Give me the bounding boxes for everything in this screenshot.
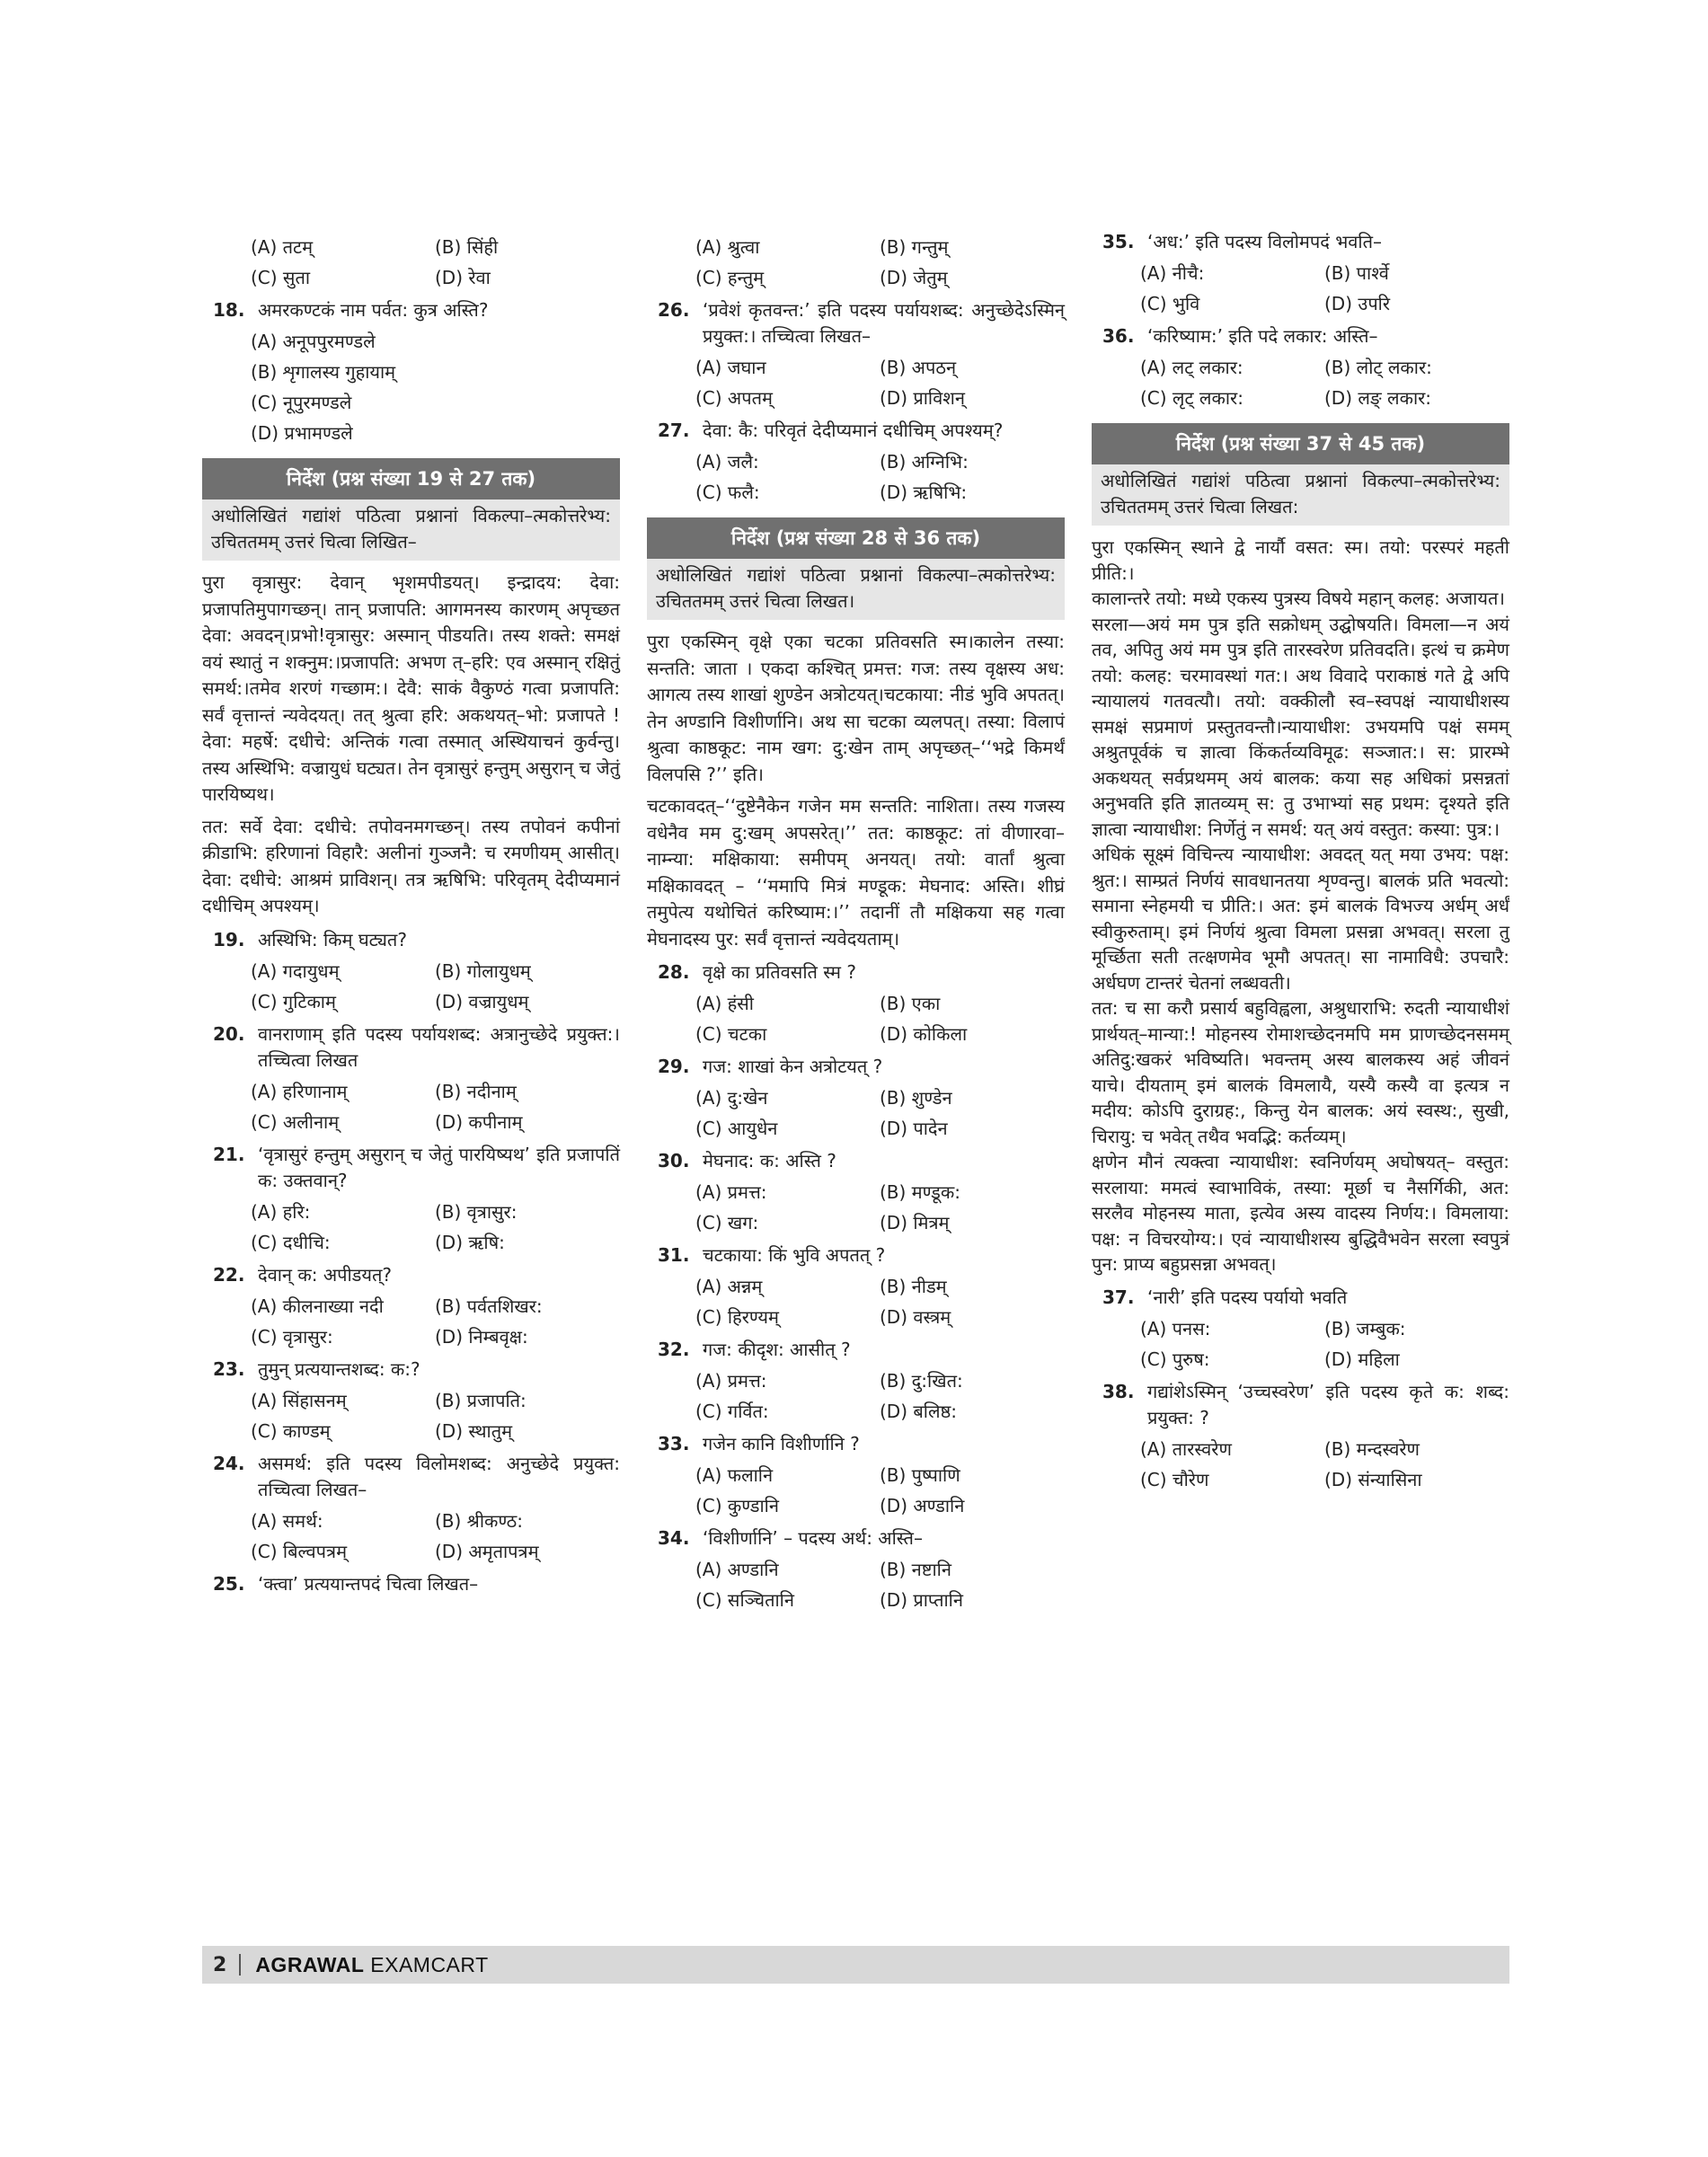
- question-text: ‘करिष्याम:’ इति पदे लकार: अस्ति–: [1147, 325, 1378, 347]
- option: (A) श्रुत्वा: [695, 236, 760, 258]
- question-text: देवान् क: अपीडयत्?: [258, 1263, 392, 1286]
- options: [695, 1274, 1065, 1299]
- option: (C) आयुधेन: [695, 1118, 778, 1139]
- brand-logo: [255, 1953, 488, 1977]
- options: [1140, 355, 1509, 380]
- option: (D) अण्डानि: [880, 1495, 965, 1516]
- question-number: 20.: [213, 1022, 245, 1045]
- option: (C) पुरुष:: [1140, 1348, 1210, 1370]
- options: [695, 1304, 1065, 1330]
- option: (A) प्रमत्त:: [695, 1370, 767, 1392]
- option: (D) प्रभामण्डले: [251, 422, 353, 444]
- question-text: अस्थिभि: किम् घट्यत?: [258, 928, 407, 950]
- option: (C) दधीचि:: [251, 1231, 331, 1253]
- option: (A) दु:खेन: [695, 1087, 768, 1109]
- option: (C) हिरण्यम्: [695, 1306, 779, 1328]
- question-text: ‘अध:’ इति पदस्य विलोमपदं भवति–: [1147, 231, 1382, 252]
- options: [251, 1508, 620, 1534]
- option: (B) अपठन्: [880, 357, 957, 378]
- direction-heading: निर्देश (प्रश्न संख्या 28 से 36 तक): [647, 517, 1065, 559]
- option: (B) शुण्डेन: [880, 1087, 952, 1109]
- option: (A) तारस्वरेण: [1140, 1437, 1232, 1460]
- option: (A) फलानि: [695, 1464, 774, 1486]
- option: (C) चौरेण: [1140, 1468, 1209, 1490]
- column-2: [647, 229, 1065, 1618]
- option: (C) हन्तुम्: [695, 267, 765, 288]
- question-text: ‘विशीर्णानि’ – पदस्य अर्थ: अस्ति–: [703, 1527, 923, 1549]
- option: (C) वृत्रासुर:: [251, 1325, 333, 1348]
- options: [251, 1388, 620, 1413]
- question-list: [202, 927, 620, 1597]
- option: (D) रेवा: [435, 267, 491, 288]
- passage-paragraph: पुरा वृत्रासुर: देवान् भृशमपीडयत्। इन्द्रादय: देवा: प्रजापतिमुपागच्छन्। तान् प्रजापति: आगमनस्य कारणम् अपृच्छत देवा: अवदन्।प्रभो!वृत्रासुर: अस्मान् पीडयति। तस्य शक्ते: समक्षं वयं स्थातुं न शक्नुम:।प्रजापति: अभण त्–हरि: एव अस्मान् रक्षितुं समर्थ:।तमेव शरणं गच्छाम:। देवै: साकं वैकुण्ठं गत्वा प्रजापति: सर्वं वृत्तान्तं न्यवेदयत्। तत् श्रुत्वा हरि: अकथयत्–भो: प्रजापते ! देवा: महर्षे: दधीचे: अन्तिकं गत्वा तस्मात् अस्थियाचनं कुर्वन्तु। तस्य अस्थिभि: वज्रायुधं घट्यत। तेन वृत्रासुरं हन्तुम् असुरान् च जेतुं पारयिष्यथ।: [202, 571, 620, 805]
- question-text: ‘नारी’ इति पदस्य पर्यायो भवति: [1147, 1286, 1348, 1308]
- option: (A) जलै:: [695, 451, 759, 473]
- option: (C) नूपुरमण्डले: [251, 392, 352, 413]
- direction-heading: निर्देश (प्रश्न संख्या 19 से 27 तक): [202, 458, 620, 499]
- passage-paragraph: सरला—अयं मम पुत्र इति सक्रोधम् उद्घोषयति। विमला—न अयं तव, अपितु अयं मम पुत्र इति तारस्वरेण प्रतिवदति। इत्थं च क्रमेण तयो: कलह: चरमावस्थां गत:। अथ विवादे पराकाष्ठं गते द्वे अपि न्यायालयं गतवत्यौ। तयो: वक्कीलौ स्व–स्वपक्षं न्यायाधीशस्य समक्षं सप्रमाणं प्रस्तुतवन्तौ।न्यायाधीश: उभयमपि पक्षं समम् अश्रुतपूर्वकं च ज्ञात्वा किंकर्तव्यविमूढ: सञ्जात:। स: प्रारम्भे अकथयत् सर्वप्रथमम् अयं बालक: कया सह अधिकां प्रसन्नतां अनुभवति इति ज्ञातव्यम् स: तु उभाभ्यां सह प्रथम: दृश्यते इति ज्ञात्वा न्यायाधीश: निर्णेतुं न समर्थ: यत् अयं वस्तुत: कस्या: पुत्र:।: [1092, 613, 1509, 840]
- options: [695, 1557, 1065, 1582]
- question-text: मेघनाद: क: अस्ति ?: [703, 1150, 836, 1171]
- options: [251, 989, 620, 1014]
- question-number: 28.: [658, 961, 690, 983]
- options: [251, 1230, 620, 1255]
- options: [695, 1116, 1065, 1141]
- question-number: 36.: [1102, 325, 1135, 347]
- question-number: 21.: [213, 1143, 245, 1165]
- option: (A) पनस:: [1140, 1317, 1211, 1339]
- options: [251, 959, 620, 984]
- option: (B) गन्तुम्: [880, 236, 949, 258]
- options: [695, 1180, 1065, 1205]
- option: (D) स्थातुम्: [435, 1419, 513, 1442]
- option: (B) श्रीकण्ठ:: [435, 1509, 524, 1532]
- options: [1140, 1437, 1509, 1462]
- question-number: 35.: [1102, 231, 1135, 252]
- option: (B) एका: [880, 993, 941, 1014]
- question-38: [1092, 1379, 1509, 1431]
- option: (C) कुण्डानि: [695, 1495, 779, 1516]
- options: [1140, 261, 1509, 286]
- option: (B) पर्वतशिखर:: [435, 1295, 543, 1317]
- question-number: 38.: [1102, 1380, 1135, 1402]
- option: (C) लृट् लकार:: [1140, 387, 1243, 409]
- question-23: [202, 1357, 620, 1383]
- question-text: चटकाया: किं भुवि अपतत् ?: [703, 1244, 886, 1266]
- question-number: 24.: [213, 1452, 245, 1474]
- page-footer: [202, 1946, 1509, 1984]
- question-text: वानराणाम् इति पदस्य पर्यायशब्द: अत्रानुच्छेदे प्रयुक्त:।तच्चित्वा लिखत: [258, 1022, 620, 1071]
- option: (A) अनूपपुरमण्डले: [251, 331, 376, 352]
- option: (A) कीलनाख्या नदी: [251, 1295, 384, 1317]
- passage: [202, 570, 620, 920]
- brand-name-part: AGRAWAL: [255, 1952, 365, 1976]
- question-number: 29.: [658, 1056, 690, 1077]
- option: (B) गोलायुधम्: [435, 959, 531, 982]
- question-text: ‘वृत्रासुरं हन्तुम् असुरान् च जेतुं पारयिष्यथ’ इति प्रजापतिं क: उक्तवान्?: [258, 1143, 620, 1191]
- question-31: [647, 1242, 1065, 1269]
- option: (B) अग्निभि:: [880, 451, 969, 473]
- option: (D) संन्यासिना: [1324, 1468, 1422, 1490]
- options: [251, 1109, 620, 1135]
- option: (B) दु:खित:: [880, 1370, 963, 1392]
- question-text: गज: कीदृश: आसीत् ?: [703, 1339, 851, 1360]
- option: (D) ऋषि:: [435, 1231, 505, 1253]
- option: (A) अण्डानि: [695, 1559, 779, 1580]
- option: (B) सिंही: [435, 236, 499, 258]
- options: [251, 1539, 620, 1564]
- passage-paragraph: पुरा एकस्मिन् स्थाने द्वे नार्यौ वसत: स्म। तयो: परस्परं महती प्रीति:।: [1092, 536, 1509, 584]
- option: (D) बलिष्ठ:: [880, 1401, 958, 1422]
- question-text: गद्यांशेऽस्मिन् ‘उच्चस्वरेण’ इति पदस्य कृते क: शब्द: प्रयुक्त: ?: [1147, 1380, 1509, 1428]
- passage: [647, 629, 1065, 952]
- question-number: 37.: [1102, 1286, 1135, 1308]
- question-29: [647, 1054, 1065, 1080]
- direction-text: अधोलिखितं गद्यांशं पठित्वा प्रश्नानां विकल्पा–त्मकोत्तरेभ्य: उचिततमम् उत्तरं चित्वा लिखत।: [647, 559, 1065, 620]
- option: (A) अन्नम्: [695, 1276, 763, 1297]
- options: [695, 480, 1065, 505]
- column-3: [1092, 229, 1509, 1498]
- option: (C) खग:: [695, 1212, 759, 1233]
- question-number: 27.: [658, 420, 690, 441]
- passage-paragraph: पुरा एकस्मिन् वृक्षे एका चटका प्रतिवसति स्म।कालेन तस्या: सन्तति: जाता । एकदा कश्चित् प्रमत्त: गज: तस्य वृक्षस्य अध: आगत्य तस्य शाखां शुण्डेन अत्रोटयत्।चटकाया: नीडं भुवि अपतत्। तेन अण्डानि विशीर्णानि। अथ सा चटका व्यलपत्। तस्या: विलापं श्रुत्वा काष्ठकूट: नाम खग: दु:खेन ताम् अपृच्छत्–‘‘भद्रे किमर्थं विलपसि ?’’ इति।: [647, 631, 1065, 785]
- option: (A) लट् लकार:: [1140, 357, 1243, 378]
- question-32: [647, 1337, 1065, 1363]
- option: (A) हरिणानाम्: [251, 1080, 348, 1102]
- option: (C) भुवि: [1140, 293, 1200, 314]
- option: (A) प्रमत्त:: [695, 1181, 767, 1203]
- option: (B) जम्बुक:: [1324, 1317, 1406, 1339]
- question-number: 33.: [658, 1433, 690, 1454]
- question-text: असमर्थ: इति पदस्य विलोमशब्द: अनुच्छेदे प्रयुक्त: तच्चित्वा लिखत–: [258, 1452, 620, 1500]
- question-27: [647, 418, 1065, 444]
- passage-paragraph: तत: च सा करौ प्रसार्य बहुविह्वला, अश्रुधाराभि: रुदती न्यायाधीशं प्रार्थयत्–मान्या:! मोहनस्य रोमाशच्छेदनमपि मम प्राणच्छेदनसमम् अतिदु:खकरं भविष्यति। भवन्तम् अस्य बालकस्य अहं जीवनं याचे। दीयताम् इमं बालकं विमलायै, यस्यै कस्यै वा इत्यत्र न मदीय: कोऽपि दुराग्रह:, किन्तु येन बालक: अयं स्वस्थ:, सुखी, चिरायु: च भवेत् तथैव भवद्भि: कर्तव्यम्।: [1092, 997, 1509, 1147]
- options: [251, 1079, 620, 1104]
- options: [695, 1587, 1065, 1613]
- question-36: [1092, 323, 1509, 349]
- option: (B) पार्श्वे: [1324, 262, 1389, 284]
- question-22: [202, 1262, 620, 1288]
- question-number: 18.: [213, 299, 245, 321]
- direction-heading: निर्देश (प्रश्न संख्या 37 से 45 तक): [1092, 423, 1509, 464]
- option: (C) सुता: [251, 267, 311, 288]
- option: (B) नदीनाम्: [435, 1080, 517, 1102]
- question-number: 25.: [213, 1572, 245, 1595]
- page-number: 2: [213, 1953, 227, 1976]
- option: (C) बिल्वपत्रम्: [251, 1540, 348, 1562]
- brand-name-part: EXAMCART: [370, 1952, 489, 1976]
- option: (C) अलीनाम्: [251, 1110, 340, 1133]
- option: (D) निम्बवृक्ष:: [435, 1325, 528, 1348]
- option: (B) प्रजापति:: [435, 1389, 527, 1411]
- option: (B) लोट् लकार:: [1324, 357, 1432, 378]
- question-number: 19.: [213, 928, 245, 950]
- options: [695, 991, 1065, 1016]
- option: (C) गुटिकाम्: [251, 990, 336, 1012]
- option: (C) फलै:: [695, 482, 760, 503]
- question-35: [1092, 229, 1509, 255]
- direction-text: अधोलिखितं गद्यांशं पठित्वा प्रश्नानां विकल्पा–त्मकोत्तरेभ्य: उचिततमम् उत्तरं चित्वा लिखित–: [202, 499, 620, 561]
- options: [1140, 385, 1509, 411]
- column-1: [202, 229, 620, 1597]
- passage-paragraph: अधिकं सूक्ष्मं विचिन्त्य न्यायाधीश: अवदत् यत् मया उभय: पक्ष: श्रुत:। साम्प्रतं निर्णयं सावधानतया शृण्वन्तु। बालकं प्रति भवत्यो: समाना स्नेहमयी च प्रीति:। अत: इमं बालकं विभज्य अर्धम् अर्धं स्वीकुरुताम्। इमं निर्णयं श्रुत्वा विमला प्रसन्ना अभवत्। सरला तु मूर्च्छिता सती तत्क्षणमेव भूमौ अपतत्। सा नामाविधै: उपचारै: अर्धघण टान्तरं चेतनां लब्धवती।: [1092, 844, 1509, 994]
- option: (A) सिंहासनम्: [251, 1389, 347, 1411]
- option: (B) मन्दस्वरेण: [1324, 1437, 1420, 1460]
- option: (B) शृगालस्य गुहायाम्: [251, 361, 396, 383]
- options: [251, 1419, 620, 1444]
- option: (C) अपतम्: [695, 387, 773, 409]
- footer-divider: [239, 1954, 241, 1976]
- option: (D) उपरि: [1324, 293, 1391, 314]
- option: (D) प्राप्तानि: [880, 1589, 963, 1611]
- question-list: [647, 959, 1065, 1613]
- question-text: गजेन कानि विशीर्णानि ?: [703, 1433, 860, 1454]
- question-number: 32.: [658, 1339, 690, 1360]
- option: (D) पादेन: [880, 1118, 948, 1139]
- passage: [1092, 535, 1509, 1277]
- question-text: देवा: कै: परिवृतं देदीप्यमानं दधीचिम् अपश्यम्?: [703, 420, 1004, 441]
- option: (D) कोकिला: [880, 1023, 968, 1045]
- question-24: [202, 1451, 620, 1503]
- options: [695, 1368, 1065, 1393]
- passage-paragraph: तत: सर्वे देवा: दधीचे: तपोवनमगच्छन्। तस्य तपोवनं कपीनां क्रीडाभि: हरिणानां विहारै: अलीनां गुञ्जनै: च रमणीयम् आसीत्। देवा: दधीचे: आश्रमं प्राविशन्। तत्र ऋषिभि: परिवृतम् देदीप्यमानं दधीचिम् अपश्यम्।: [202, 815, 620, 916]
- options: [695, 1210, 1065, 1235]
- option: (D) वस्त्रम्: [880, 1306, 951, 1328]
- option: (A) नीचै:: [1140, 262, 1205, 284]
- options: [695, 355, 1065, 380]
- passage-paragraph: क्षणेन मौनं त्यक्त्वा न्यायाधीश: स्वनिर्णयम् अघोषयत्– वस्तुत: सरलाया: ममत्वं स्वाभाविकं, तस्या: मूर्छा च नैसर्गिकी, अत: सरलैव मोहनस्य माता, इत्येव अस्य वादस्य निर्णय:। विमलाया: पक्ष: न विचरयोग्य:। एवं न्यायाधीशस्य बुद्धिवैभवेन सरला स्वपुत्रं पुन: प्राप्य बहुप्रसन्ना अभवत्।: [1092, 1151, 1509, 1275]
- question-26: [647, 297, 1065, 349]
- passage-paragraph: चटकावदत्–‘‘दुष्टेनैकेन गजेन मम सन्तति: नाशिता। तस्य गजस्य वधेनैव मम दु:खम् अपसरेत्।’’ तत: काष्ठकूट: तां वीणारवा–नाम्न्या: मक्षिकाया: समीपम् अनयत्। तयो: वार्तां श्रुत्वा मक्षिकावदत् – ‘‘ममापि मित्रं मण्डूक: मेघनाद: अस्ति। शीघ्रं तमुपेत्य यथोचितं करिष्याम:।’’ तदानीं तौ मक्षिकया सह गत्वा मेघनादस्य पुर: सर्वं वृत्तान्तं न्यवेदयताम्।: [647, 795, 1065, 950]
- option: (D) वज्रायुधम्: [435, 990, 529, 1012]
- options: [695, 1085, 1065, 1110]
- question-21: [202, 1142, 620, 1194]
- option: (B) पुष्पाणि: [880, 1464, 960, 1486]
- question-text: अमरकण्टकं नाम पर्वत: कुत्र अस्ति?: [258, 299, 489, 321]
- option: (D) अमृतापत्रम्: [435, 1540, 539, 1562]
- option: (A) गदायुधम्: [251, 959, 340, 982]
- option: (A) तटम्: [251, 236, 314, 258]
- question-text: ‘प्रवेशं कृतवन्त:’ इति पदस्य पर्यायशब्द: अनुच्छेदेऽस्मिन् प्रयुक्त:। तच्चित्वा लिखत–: [703, 299, 1065, 347]
- passage-paragraph: कालान्तरे तयो: मध्ये एकस्य पुत्रस्य विषये महान् कलह: अजायत।: [1092, 588, 1505, 609]
- options-q25: [695, 234, 1065, 260]
- options-q17: [251, 265, 620, 290]
- options: [695, 449, 1065, 474]
- option: (D) ऋषिभि:: [880, 482, 968, 503]
- option: (B) नष्टानि: [880, 1559, 951, 1580]
- options-q25: [695, 265, 1065, 290]
- option: (D) जेतुम्: [880, 267, 948, 288]
- question-text: ‘क्त्वा’ प्रत्ययान्तपदं चित्वा लिखत–: [258, 1572, 479, 1595]
- question-number: 34.: [658, 1527, 690, 1549]
- options: [695, 1463, 1065, 1488]
- option: (D) प्राविशन्: [880, 387, 965, 409]
- option: (C) चटका: [695, 1023, 767, 1045]
- question-19: [202, 927, 620, 953]
- question-number: 30.: [658, 1150, 690, 1171]
- options: [1140, 1347, 1509, 1372]
- question-30: [647, 1148, 1065, 1174]
- question-text: गज: शाखां केन अत्रोटयत् ?: [703, 1056, 883, 1077]
- question-20: [202, 1021, 620, 1074]
- option: (D) लङ् लकार:: [1324, 387, 1432, 409]
- question-18: [202, 297, 620, 323]
- options: [251, 1324, 620, 1349]
- question-number: 26.: [658, 299, 690, 321]
- option: (D) मित्रम्: [880, 1212, 950, 1233]
- option: (B) मण्डूक:: [880, 1181, 960, 1203]
- option: (B) नीडम्: [880, 1276, 947, 1297]
- options: [695, 1399, 1065, 1424]
- options: [251, 1199, 620, 1224]
- question-28: [647, 959, 1065, 986]
- question-text: तुमुन् प्रत्ययान्तशब्द: क:?: [258, 1357, 420, 1380]
- option: (D) महिला: [1324, 1348, 1400, 1370]
- direction-text: अधोलिखितं गद्यांशं पठित्वा प्रश्नानां विकल्पा–त्मकोत्तरेभ्य: उचिततमम् उत्तरं चित्वा लिखत:: [1092, 464, 1509, 526]
- option: (A) समर्थ:: [251, 1509, 323, 1532]
- options: [1140, 291, 1509, 316]
- option: (C) सञ्चितानि: [695, 1589, 794, 1611]
- question-list: [1092, 1285, 1509, 1492]
- options: [251, 1294, 620, 1319]
- question-33: [647, 1431, 1065, 1457]
- options: [1140, 1316, 1509, 1341]
- options: [695, 385, 1065, 411]
- options: [695, 1493, 1065, 1518]
- question-34: [647, 1525, 1065, 1551]
- question-25: [202, 1571, 620, 1597]
- option: (D) कपीनाम्: [435, 1110, 523, 1133]
- question-number: 23.: [213, 1357, 245, 1380]
- question-text: वृक्षे का प्रतिवसति स्म ?: [703, 961, 856, 983]
- options-q17: [251, 234, 620, 260]
- option: (A) हंसी: [695, 993, 754, 1014]
- option: (A) जघान: [695, 357, 766, 378]
- option: (A) हरि:: [251, 1200, 311, 1223]
- options: [1140, 1467, 1509, 1492]
- option: (B) वृत्रासुर:: [435, 1200, 518, 1223]
- question-37: [1092, 1285, 1509, 1311]
- option: (C) गर्वित:: [695, 1401, 769, 1422]
- question-number: 31.: [658, 1244, 690, 1266]
- option: (C) काण्डम्: [251, 1419, 331, 1442]
- question-number: 22.: [213, 1263, 245, 1286]
- options: [695, 1021, 1065, 1047]
